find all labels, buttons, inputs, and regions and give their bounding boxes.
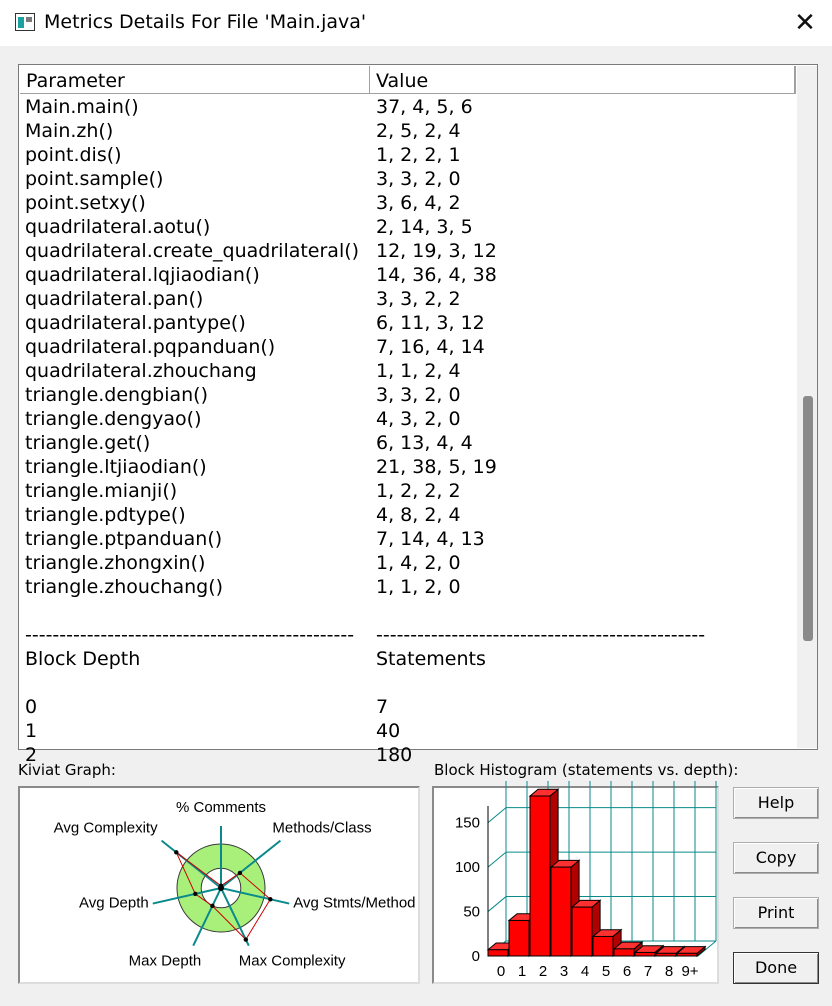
row-parameter: quadrilateral.pantype() bbox=[25, 312, 246, 334]
row-parameter: quadrilateral.pqpanduan() bbox=[25, 336, 276, 358]
scrollbar-thumb[interactable] bbox=[803, 396, 813, 641]
row-value: 7 bbox=[376, 696, 389, 718]
row-parameter: 2 bbox=[25, 744, 38, 766]
row-value: 3, 3, 2, 2 bbox=[376, 288, 461, 310]
row-value: 12, 19, 3, 12 bbox=[376, 240, 497, 262]
row-parameter: quadrilateral.lqjiaodian() bbox=[25, 264, 260, 286]
histogram-y-tick-label: 150 bbox=[454, 814, 480, 832]
row-value: ------------------------------------------------ bbox=[376, 624, 706, 646]
table-row[interactable] bbox=[19, 287, 795, 311]
row-value: 3, 6, 4, 2 bbox=[376, 192, 461, 214]
row-value: 21, 38, 5, 19 bbox=[376, 456, 497, 478]
table-row[interactable] bbox=[19, 671, 795, 695]
histogram-x-tick-label: 5 bbox=[601, 963, 611, 980]
vertical-scrollbar[interactable] bbox=[797, 66, 817, 748]
histogram-x-tick-label: 3 bbox=[559, 963, 569, 980]
histogram-y-tick-label: 0 bbox=[471, 948, 480, 965]
row-parameter: triangle.dengbian() bbox=[25, 384, 208, 406]
row-value: 4, 8, 2, 4 bbox=[376, 504, 461, 526]
table-row[interactable] bbox=[19, 623, 795, 647]
row-value: 7, 14, 4, 13 bbox=[376, 528, 485, 550]
block-histogram-chart bbox=[434, 788, 717, 982]
kiviat-graph-label: Kiviat Graph: bbox=[18, 761, 116, 779]
title-bar bbox=[0, 0, 832, 46]
copy-button[interactable]: Copy bbox=[733, 842, 819, 874]
table-row[interactable] bbox=[19, 143, 795, 167]
row-value: 4, 3, 2, 0 bbox=[376, 408, 461, 430]
row-value: 1, 4, 2, 0 bbox=[376, 552, 461, 574]
table-row[interactable] bbox=[19, 647, 795, 671]
histogram-x-tick-label: 8 bbox=[664, 963, 674, 980]
row-parameter: quadrilateral.zhouchang bbox=[25, 360, 257, 382]
row-parameter: quadrilateral.aotu() bbox=[25, 216, 211, 238]
row-parameter: ------------------------------------------------ bbox=[25, 624, 355, 646]
app-icon bbox=[15, 13, 35, 31]
histogram-x-tick-label: 1 bbox=[517, 963, 527, 980]
row-parameter: point.dis() bbox=[25, 144, 122, 166]
table-row[interactable] bbox=[19, 311, 795, 335]
table-row[interactable] bbox=[19, 359, 795, 383]
done-button[interactable]: Done bbox=[733, 952, 819, 984]
kiviat-value-point bbox=[174, 850, 178, 854]
row-value: 37, 4, 5, 6 bbox=[376, 96, 473, 118]
kiviat-value-point bbox=[238, 871, 242, 875]
table-row[interactable] bbox=[19, 239, 795, 263]
row-parameter: triangle.zhongxin() bbox=[25, 552, 206, 574]
table-row[interactable] bbox=[19, 479, 795, 503]
table-row[interactable] bbox=[19, 263, 795, 287]
block-histogram-panel bbox=[432, 786, 719, 984]
histogram-x-tick-label: 4 bbox=[580, 963, 590, 980]
kiviat-value-point bbox=[210, 904, 214, 908]
column-header-value[interactable]: Value bbox=[370, 66, 796, 93]
row-value: 2, 14, 3, 5 bbox=[376, 216, 473, 238]
row-parameter: point.sample() bbox=[25, 168, 164, 190]
histogram-x-tick-label: 0 bbox=[496, 963, 506, 980]
table-row[interactable] bbox=[19, 719, 795, 743]
row-parameter: triangle.pdtype() bbox=[25, 504, 186, 526]
list-rows bbox=[19, 95, 795, 767]
table-row[interactable] bbox=[19, 551, 795, 575]
column-header-parameter[interactable]: Parameter bbox=[20, 66, 370, 93]
table-row[interactable] bbox=[19, 191, 795, 215]
kiviat-value-point bbox=[268, 897, 272, 901]
kiviat-axis-label: Max Depth bbox=[128, 952, 202, 970]
row-value: 1, 1, 2, 0 bbox=[376, 576, 461, 598]
row-value: 1, 1, 2, 4 bbox=[376, 360, 461, 382]
row-value: 6, 11, 3, 12 bbox=[376, 312, 485, 334]
kiviat-center bbox=[218, 885, 224, 891]
kiviat-axis-label: Avg Stmts/Method bbox=[293, 894, 416, 912]
row-parameter: triangle.mianji() bbox=[25, 480, 178, 502]
histogram-y-tick-label: 50 bbox=[463, 903, 480, 921]
kiviat-graph-panel bbox=[18, 786, 420, 984]
histogram-hgrid-side bbox=[488, 852, 506, 867]
metrics-list[interactable] bbox=[18, 64, 818, 766]
row-parameter: triangle.zhouchang() bbox=[25, 576, 224, 598]
row-value: 3, 3, 2, 0 bbox=[376, 168, 461, 190]
close-icon[interactable]: ✕ bbox=[794, 8, 816, 38]
window-title: Metrics Details For File 'Main.java' bbox=[44, 11, 367, 33]
table-row[interactable] bbox=[19, 383, 795, 407]
histogram-x-tick-label: 7 bbox=[643, 963, 653, 980]
kiviat-value-point bbox=[193, 892, 197, 896]
kiviat-value-point bbox=[244, 937, 248, 941]
histogram-x-tick-label: 9+ bbox=[681, 963, 699, 980]
row-value: 7, 16, 4, 14 bbox=[376, 336, 485, 358]
histogram-x-tick-label: 2 bbox=[538, 963, 548, 980]
kiviat-axis-label: Avg Complexity bbox=[53, 819, 158, 837]
row-value: 2, 5, 2, 4 bbox=[376, 120, 461, 142]
row-value: 6, 13, 4, 4 bbox=[376, 432, 473, 454]
row-parameter: Main.main() bbox=[25, 96, 139, 118]
table-row[interactable] bbox=[19, 431, 795, 455]
table-row[interactable] bbox=[19, 527, 795, 551]
histogram-hgrid-side bbox=[488, 808, 506, 823]
kiviat-graph bbox=[20, 788, 418, 982]
table-row[interactable] bbox=[19, 575, 795, 599]
row-value: 1, 2, 2, 2 bbox=[376, 480, 461, 502]
list-header bbox=[20, 66, 796, 94]
histogram-y-tick-label: 100 bbox=[454, 859, 480, 877]
histogram-x-tick-label: 6 bbox=[622, 963, 632, 980]
table-row[interactable] bbox=[19, 95, 795, 119]
row-parameter: triangle.ltjiaodian() bbox=[25, 456, 207, 478]
table-row[interactable] bbox=[19, 599, 795, 623]
kiviat-axis-label: Methods/Class bbox=[272, 819, 372, 837]
table-row[interactable] bbox=[19, 455, 795, 479]
row-value: 3, 3, 2, 0 bbox=[376, 384, 461, 406]
row-parameter: 0 bbox=[25, 696, 38, 718]
histogram-hgrid-side bbox=[488, 897, 506, 912]
row-value: 40 bbox=[376, 720, 401, 742]
row-parameter: 1 bbox=[25, 720, 38, 742]
row-parameter: Block Depth bbox=[25, 648, 141, 670]
kiviat-axis-label: Max Complexity bbox=[238, 952, 346, 970]
block-histogram-label: Block Histogram (statements vs. depth): bbox=[434, 761, 739, 779]
row-parameter: Main.zh() bbox=[25, 120, 114, 142]
row-parameter: triangle.dengyao() bbox=[25, 408, 202, 430]
table-row[interactable] bbox=[19, 695, 795, 719]
table-row[interactable] bbox=[19, 215, 795, 239]
table-row[interactable] bbox=[19, 119, 795, 143]
table-row[interactable] bbox=[19, 407, 795, 431]
table-row[interactable] bbox=[19, 167, 795, 191]
row-parameter: point.setxy() bbox=[25, 192, 146, 214]
print-button[interactable]: Print bbox=[733, 897, 819, 929]
row-parameter: triangle.get() bbox=[25, 432, 151, 454]
row-value: 180 bbox=[376, 744, 413, 766]
row-parameter: triangle.ptpanduan() bbox=[25, 528, 223, 550]
row-parameter: quadrilateral.pan() bbox=[25, 288, 204, 310]
row-parameter: quadrilateral.create_quadrilateral() bbox=[25, 240, 360, 262]
table-row[interactable] bbox=[19, 335, 795, 359]
table-row[interactable] bbox=[19, 503, 795, 527]
kiviat-axis-label: Avg Depth bbox=[78, 894, 149, 912]
kiviat-axis-label: % Comments bbox=[175, 799, 267, 816]
help-button[interactable]: Help bbox=[733, 787, 819, 819]
row-value: Statements bbox=[376, 648, 486, 670]
row-value: 14, 36, 4, 38 bbox=[376, 264, 497, 286]
row-value: 1, 2, 2, 1 bbox=[376, 144, 461, 166]
